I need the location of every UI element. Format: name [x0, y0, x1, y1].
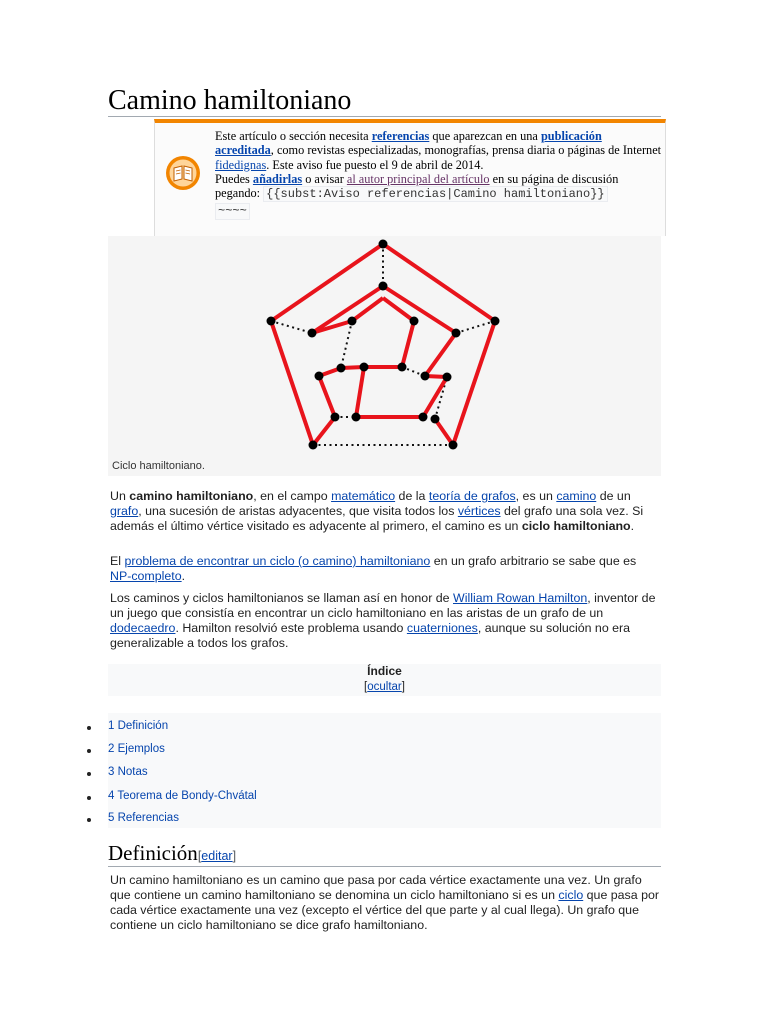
link-william-rowan-hamilton[interactable]: William Rowan Hamilton — [453, 591, 588, 605]
intro-paragraph-2 — [110, 554, 660, 584]
edit-bracket: ] — [232, 849, 237, 863]
notice-text-5: Puedes — [215, 171, 253, 186]
toc-bracket: [ — [364, 681, 368, 693]
title-divider — [108, 116, 661, 117]
section-heading-text: Definición — [108, 841, 198, 865]
p4-text: que pasa por cada vértice exactamente una vez (excepto el vértice del que parte y al cual llega). Un grafo que contiene un ciclo hamiltoniano se dice grafo hamiltoniano. — [110, 888, 659, 932]
p3-text: . Hamilton resolvió este problema usando — [175, 621, 407, 635]
toc-item-ejemplos[interactable] — [108, 743, 165, 755]
references-notice — [154, 119, 666, 236]
section-heading-definicion — [108, 840, 236, 869]
toc-item-teorema-bondy-chvatal[interactable] — [108, 790, 257, 802]
subst-code: {{subst:Aviso referencias|Camino hamiltoniano}} — [263, 186, 607, 202]
bullet-icon — [87, 726, 91, 730]
notice-text — [215, 129, 663, 220]
p3-text: , inventor de un juego que consistía en encontrar un ciclo hamiltoniano en las aristas de un grafo de un — [110, 591, 656, 620]
p1-text: , es un — [515, 489, 557, 503]
p1-text: de la — [395, 489, 429, 503]
toc-item-notas[interactable] — [108, 766, 148, 778]
signature-code: ~~~~ — [215, 203, 250, 219]
p1-text: de un — [596, 489, 631, 503]
notice-text-3: , como revistas especializadas, monografías, prensa diaria o páginas de Internet — [270, 143, 662, 158]
link-anadirlas[interactable]: añadirlas — [252, 171, 303, 186]
p1-text: , en el campo — [253, 489, 332, 503]
figure-caption: Ciclo hamiltoniano. — [112, 460, 205, 472]
link-grafo[interactable]: grafo — [110, 504, 139, 518]
toc-toggle — [108, 681, 661, 693]
toc-item-definicion[interactable] — [108, 720, 168, 732]
bullet-icon — [87, 796, 91, 800]
link-camino[interactable]: camino — [556, 489, 597, 503]
p1-text: , una sucesión de aristas adyacentes, que visita todos los — [138, 504, 458, 518]
toc-item-label: 4 Teorema de Bondy-Chvátal — [108, 790, 257, 802]
toc-list — [108, 713, 661, 828]
p3-text: Los caminos y ciclos hamiltonianos se llaman así en honor de — [110, 591, 453, 605]
link-dodecaedro[interactable]: dodecaedro — [110, 621, 176, 635]
toc-item-label: 1 Definición — [108, 720, 169, 732]
p1-bold-term: ciclo hamiltoniano — [521, 519, 631, 533]
p2-text: en un grafo arbitrario se sabe que es — [430, 554, 637, 568]
link-problema-ciclo-hamiltoniano[interactable]: problema de encontrar un ciclo (o camino) hamiltoniano — [124, 554, 431, 568]
notice-text-2: que aparezcan en una — [429, 129, 541, 143]
link-matematico[interactable]: matemático — [331, 489, 396, 503]
p1-bold-term: camino hamiltoniano — [129, 489, 254, 503]
intro-paragraph-1 — [110, 489, 660, 534]
definition-paragraph — [110, 873, 660, 933]
toc-hide-link[interactable]: ocultar — [367, 681, 402, 693]
edit-section — [198, 849, 236, 863]
p1-text: Un — [110, 489, 130, 503]
bullet-icon — [87, 749, 91, 753]
toc-item-referencias[interactable] — [108, 812, 179, 824]
link-referencias[interactable]: referencias — [371, 129, 430, 143]
cycle-edges — [271, 244, 495, 445]
toc-header — [108, 664, 661, 696]
link-teoria-de-grafos[interactable]: teoría de grafos — [428, 489, 516, 503]
link-publicacion-acreditada[interactable]: publicación acreditada — [215, 129, 602, 158]
p2-text: . — [181, 569, 186, 583]
notice-text-7: en su página de discusión pegando: — [215, 171, 619, 201]
toc-title: Índice — [367, 664, 402, 678]
bullet-icon — [87, 818, 91, 822]
link-ciclo[interactable]: ciclo — [558, 888, 584, 902]
p3-text: , aunque su solución no era generalizable a todos los grafos. — [110, 621, 631, 650]
dodecahedron-graph — [108, 236, 661, 458]
section-divider — [108, 866, 661, 867]
link-np-completo[interactable]: NP-completo — [110, 569, 182, 583]
bullet-icon — [87, 772, 91, 776]
toc-item-label: 2 Ejemplos — [108, 743, 165, 755]
link-fidedignas[interactable]: fidedignas — [215, 157, 267, 172]
link-autor-principal[interactable]: al autor principal del artículo — [346, 171, 490, 186]
toc-item-label: 5 Referencias — [108, 812, 179, 824]
book-icon — [165, 155, 201, 191]
p1-text: del grafo una sola vez. Si además el último vértice visitado es adyacente al primero, el camino es un — [110, 504, 644, 533]
page-title: Camino hamiltoniano — [108, 85, 352, 116]
p1-text: . — [630, 519, 635, 533]
notice-text-1: Este artículo o sección necesita — [215, 129, 372, 143]
p4-text: Un camino hamiltoniano es un camino que pasa por cada vértice exactamente una vez. Un grafo que contiene un camino hamiltoniano se denomina un ciclo hamiltoniano si es un — [110, 873, 642, 902]
p2-text: El — [110, 554, 125, 568]
intro-paragraph-3 — [110, 591, 660, 651]
edit-bracket: [ — [197, 849, 202, 863]
notice-text-6: o avisar — [302, 171, 347, 186]
toc-bracket: ] — [401, 681, 405, 693]
link-vertices[interactable]: vértices — [457, 504, 501, 518]
hamiltonian-cycle-figure — [108, 236, 661, 476]
link-cuaterniones[interactable]: cuaterniones — [406, 621, 478, 635]
toc-item-label: 3 Notas — [108, 766, 148, 778]
table-of-contents — [108, 664, 661, 828]
notice-text-4: . Este aviso fue puesto el 9 de abril de 2014. — [266, 157, 484, 172]
edit-section-link[interactable]: editar — [201, 849, 233, 863]
